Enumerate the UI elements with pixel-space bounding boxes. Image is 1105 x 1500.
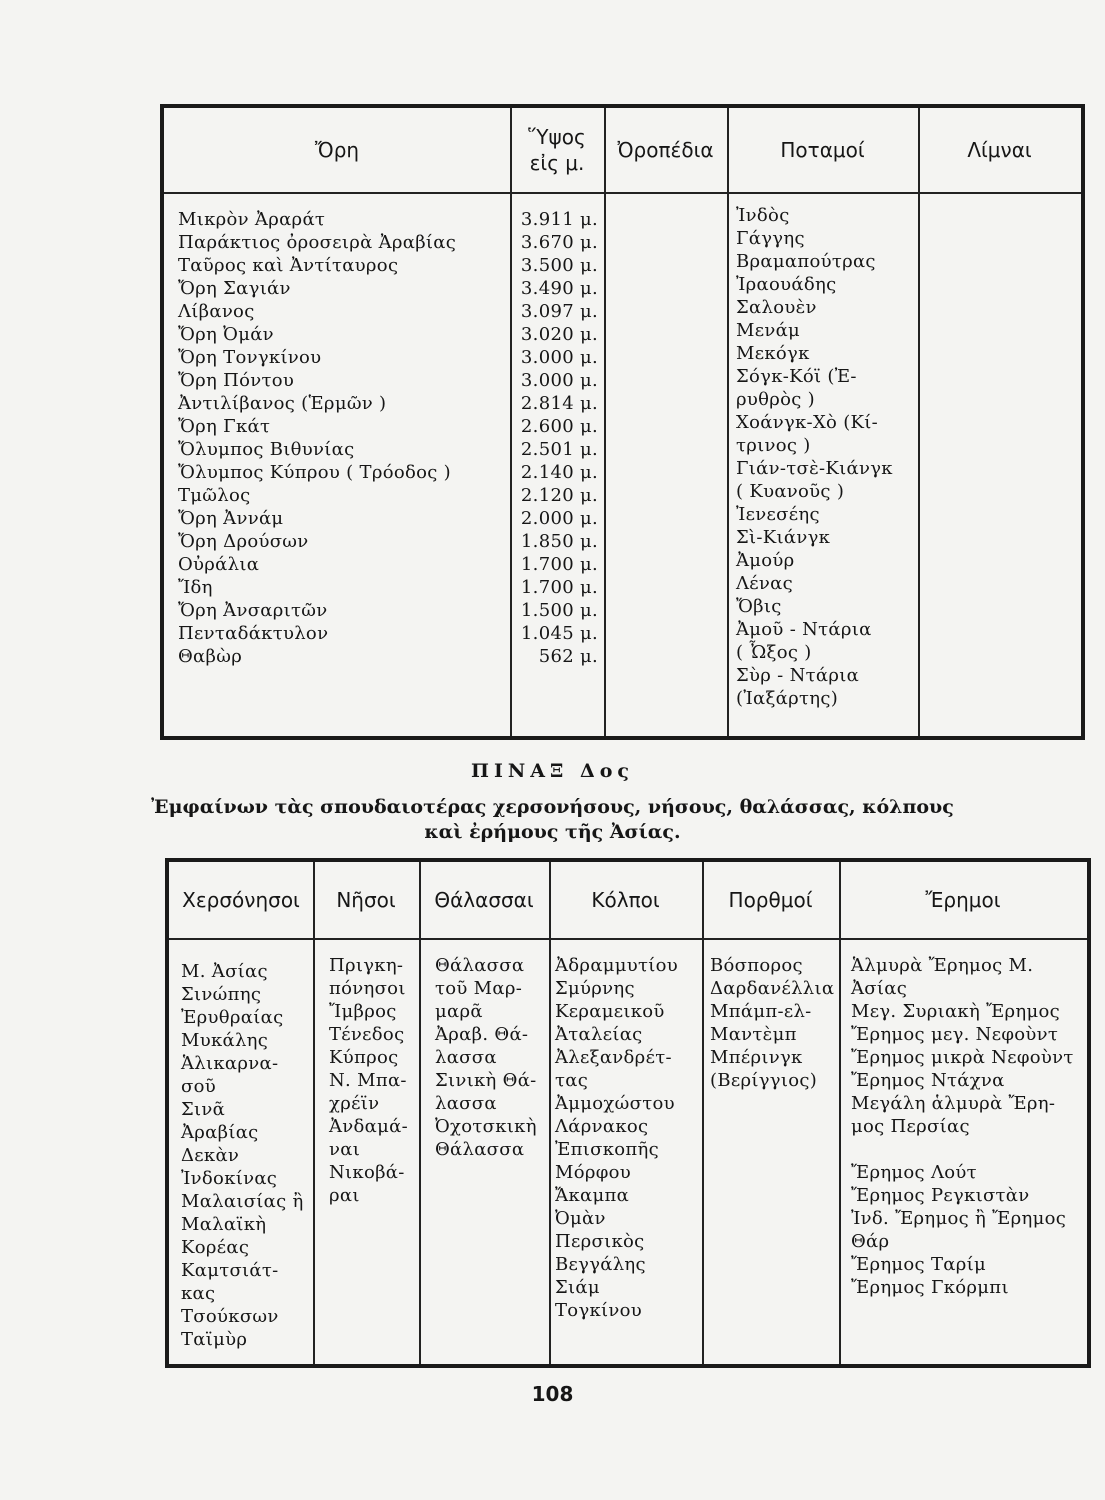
mountain-height: 1.700 μ. xyxy=(520,554,598,575)
river-name: Λένας xyxy=(736,573,794,594)
caption-line: Ἐμφαίνων τὰς σπουδαιοτέρας χερσονήσους, νήσους, θαλάσσας, κόλπους xyxy=(151,796,954,818)
river-name: Σὺρ - Ντάρια xyxy=(736,665,860,686)
mountain-height: 3.670 μ. xyxy=(520,232,598,253)
river-name: ( Ὦξος ) xyxy=(736,642,812,663)
mountain-height: 1.045 μ. xyxy=(520,623,598,644)
mountain-name: Παράκτιος ὀροσειρὰ Ἀραβίας xyxy=(178,232,457,253)
peninsulas-column xyxy=(181,960,309,1351)
mountain-name: Ὄρη Δρούσων xyxy=(178,531,309,552)
deserts-column xyxy=(851,954,1087,1299)
sea-name: μαρᾶ xyxy=(435,1001,483,1022)
mountain-name: Ὄρη Ἀνσαριτῶν xyxy=(178,600,328,621)
desert-name: Ἔρημος Ρεγκιστὰν xyxy=(851,1185,1030,1206)
strait-name: Βόσπορος xyxy=(710,955,803,976)
gulf-name: τας xyxy=(555,1070,589,1091)
mountain-name: Ὄρη Ἀννάμ xyxy=(178,508,284,529)
mountain-height: 2.600 μ. xyxy=(520,416,598,437)
gulf-name: Ἀδραμμυτίου xyxy=(555,955,679,976)
header-gulfs: Κόλποι xyxy=(591,888,660,912)
mountain-name: Θαβὼρ xyxy=(178,646,243,667)
peninsula-name: Κορέας xyxy=(181,1237,250,1258)
mountain-name: Ταῦρος καὶ Ἀντίταυρος xyxy=(178,255,399,276)
header-plateaus: Ὀροπέδια xyxy=(617,138,714,162)
river-name: Χοάνγκ-Χὸ (Κί- xyxy=(736,412,879,433)
river-name: Βραμαπούτρας xyxy=(736,251,876,272)
peninsulas-deserts-table xyxy=(165,858,1091,1368)
mountain-name: Ὄρη Γκάτ xyxy=(178,416,271,437)
mountain-name: Ὄλυμπος Κύπρου ( Τρόοδος ) xyxy=(178,462,451,483)
peninsula-name: Μαλαισίας ἢ xyxy=(181,1191,304,1212)
peninsula-name: Σινᾶ xyxy=(181,1099,226,1120)
island-name: Τένεδος xyxy=(329,1024,405,1045)
mountain-height: 3.097 μ. xyxy=(520,301,598,322)
mountain-name: Ὄλυμπος Βιθυνίας xyxy=(178,439,355,460)
island-name: ναι xyxy=(329,1139,361,1160)
mountain-name: Ὄρη Πόντου xyxy=(178,370,295,391)
header-straits: Πορθμοί xyxy=(728,888,813,912)
sea-name: λασσα xyxy=(435,1047,497,1068)
strait-name: Δαρδανέλλια xyxy=(710,978,835,999)
gulf-name: Ἐπισκοπῆς xyxy=(555,1139,660,1160)
river-name: τρινος ) xyxy=(736,435,811,456)
caption-line: καὶ ἐρήμους τῆς Ἀσίας. xyxy=(424,821,681,843)
mountain-name: Ἴδη xyxy=(178,577,213,598)
heights-column xyxy=(514,208,598,668)
mountain-height: 3.500 μ. xyxy=(520,255,598,276)
peninsula-name: Μυκάλης xyxy=(181,1030,269,1051)
river-name: Ἰνδὸς xyxy=(736,205,790,226)
sea-name: λασσα xyxy=(435,1093,497,1114)
river-name: Γιάν-τσὲ-Κιάνγκ xyxy=(736,458,893,479)
sea-name: Θάλασσα xyxy=(435,1139,525,1160)
island-name: ραι xyxy=(329,1185,360,1206)
island-name: Ἀνδαμά- xyxy=(329,1116,408,1137)
river-name: Ἀμούρ xyxy=(736,550,795,571)
desert-name: Ἔρημος Λούτ xyxy=(851,1162,977,1183)
header-divider xyxy=(164,192,1081,194)
mountain-height: 3.000 μ. xyxy=(520,370,598,391)
river-name: Σόγκ-Κόϊ (Ἐ- xyxy=(736,366,857,387)
peninsula-name: Καμτσιάτ- xyxy=(181,1260,279,1281)
mountain-height: 1.500 μ. xyxy=(520,600,598,621)
river-name: Σαλουὲν xyxy=(736,297,817,318)
peninsula-name: Ἀραβίας xyxy=(181,1122,259,1143)
column-divider xyxy=(727,108,729,736)
peninsula-name: Σινώπης xyxy=(181,984,262,1005)
desert-name: μος Περσίας xyxy=(851,1116,970,1137)
mountains-column xyxy=(178,208,503,668)
column-divider xyxy=(604,108,606,736)
gulf-name: Τογκίνου xyxy=(555,1300,643,1321)
desert-name: Μεγ. Συριακὴ Ἔρημος xyxy=(851,1001,1061,1022)
peninsula-name: Ἐρυθραίας xyxy=(181,1007,284,1028)
mountain-height: 2.000 μ. xyxy=(520,508,598,529)
desert-name: Ἔρημος Ντάχνα xyxy=(851,1070,1005,1091)
desert-name: Ἔρημος Γκόρμπι xyxy=(851,1277,1009,1298)
strait-name: Μπάμπ-ελ- xyxy=(710,1001,812,1022)
header-divider xyxy=(169,938,1087,940)
sea-name: τοῦ Μαρ- xyxy=(435,978,523,999)
peninsula-name: Ταϊμὺρ xyxy=(181,1329,248,1350)
mountain-height: 3.000 μ. xyxy=(520,347,598,368)
sea-name: Σινικὴ Θά- xyxy=(435,1070,537,1091)
island-name: Κύπρος xyxy=(329,1047,399,1068)
mountain-height: 3.490 μ. xyxy=(520,278,598,299)
river-name: ( Κυανοῦς ) xyxy=(736,481,845,502)
gulfs-column xyxy=(555,954,700,1322)
island-name: Πριγκη- xyxy=(329,955,404,976)
header-lakes: Λίμναι xyxy=(967,138,1032,162)
mountain-name: Τμῶλος xyxy=(178,485,251,506)
islands-column xyxy=(329,954,417,1207)
gulf-name: Ἀλεξανδρέτ- xyxy=(555,1047,672,1068)
header-islands: Νῆσοι xyxy=(336,888,396,912)
page-number: 108 xyxy=(531,1382,574,1406)
gulf-name: Λάρνακος xyxy=(555,1116,649,1137)
gulf-name: Ἀμμοχώστου xyxy=(555,1093,675,1114)
straits-column xyxy=(710,954,838,1092)
desert-name: Ἀσίας xyxy=(851,978,908,999)
gulf-name: Ἀταλείας xyxy=(555,1024,643,1045)
column-divider xyxy=(918,108,920,736)
island-name: Νικοβά- xyxy=(329,1162,405,1183)
sea-name: Θάλασσα xyxy=(435,955,525,976)
desert-name: Θάρ xyxy=(851,1231,890,1252)
desert-name xyxy=(851,1138,1087,1161)
gulf-name: Κεραμεικοῦ xyxy=(555,1001,665,1022)
desert-name: Μεγάλη ἁλμυρὰ Ἔρη- xyxy=(851,1093,1056,1114)
rivers-column xyxy=(736,204,916,710)
mountain-name: Ὄρη Σαγιάν xyxy=(178,278,291,299)
desert-name: Ἔρημος μεγ. Νεφοὺντ xyxy=(851,1024,1059,1045)
mountain-name: Λίβανος xyxy=(178,301,255,322)
mountain-height: 562 μ. xyxy=(538,646,598,667)
desert-name: Ἔρημος μικρὰ Νεφοὺντ xyxy=(851,1047,1074,1068)
desert-name: Ἁλμυρὰ Ἔρημος Μ. xyxy=(851,955,1034,976)
mountain-height: 2.120 μ. xyxy=(520,485,598,506)
header-seas: Θάλασσαι xyxy=(434,888,534,912)
header-deserts: Ἔρημοι xyxy=(925,888,1001,912)
peninsula-name: Μαλαϊκὴ xyxy=(181,1214,267,1235)
mountain-height: 1.700 μ. xyxy=(520,577,598,598)
river-name: ρυθρὸς ) xyxy=(736,389,816,410)
mountain-name: Μικρὸν Ἀραράτ xyxy=(178,209,326,230)
gulf-name: Βεγγάλης xyxy=(555,1254,646,1275)
river-name: Μεκόγκ xyxy=(736,343,810,364)
header-height: Ὕψος εἰς μ. xyxy=(528,125,586,175)
peninsula-name: σοῦ xyxy=(181,1076,216,1097)
island-name: Ν. Μπα- xyxy=(329,1070,407,1091)
sea-name: Ἀραβ. Θά- xyxy=(435,1024,529,1045)
desert-name: Ἰνδ. Ἔρημος ἢ Ἔρημος xyxy=(851,1208,1067,1229)
river-name: Μενάμ xyxy=(736,320,801,341)
gulf-name: Περσικὸς xyxy=(555,1231,645,1252)
peninsula-name: Μ. Ἀσίας xyxy=(181,961,268,982)
island-name: πόνησοι xyxy=(329,978,406,999)
sea-name: Ὀχοτσκικὴ xyxy=(435,1116,537,1137)
mountain-height: 2.501 μ. xyxy=(520,439,598,460)
island-name: Ἴμβρος xyxy=(329,1001,397,1022)
strait-name: (Βερίγγιος) xyxy=(710,1070,818,1091)
gulf-name: Σμύρνης xyxy=(555,978,635,999)
mountain-name: Ἀντιλίβανος (Ἑρμῶν ) xyxy=(178,393,387,414)
table-caption-description xyxy=(0,795,1105,845)
mountain-height: 3.911 μ. xyxy=(520,209,598,230)
mountain-height: 1.850 μ. xyxy=(520,531,598,552)
column-divider xyxy=(510,108,512,736)
mountain-name: Ὄρη Τονγκίνου xyxy=(178,347,322,368)
table-caption-title: ΠΙΝΑΞ Δος xyxy=(471,760,634,782)
gulf-name: Ἄκαμπα xyxy=(555,1185,630,1206)
gulf-name: Σιάμ xyxy=(555,1277,600,1298)
island-name: χρέϊν xyxy=(329,1093,380,1114)
mountain-name: Οὐράλια xyxy=(178,554,260,575)
mountain-height: 2.140 μ. xyxy=(520,462,598,483)
river-name: Ἀμοῦ - Ντάρια xyxy=(736,619,872,640)
strait-name: Μπέρινγκ xyxy=(710,1047,803,1068)
mountain-height: 3.020 μ. xyxy=(520,324,598,345)
peninsula-name: Δεκὰν xyxy=(181,1145,240,1166)
peninsula-name: Ἰνδοκίνας xyxy=(181,1168,278,1189)
peninsula-name: Ἁλικαρνα- xyxy=(181,1053,279,1074)
mountain-name: Ὄρη Ὀμάν xyxy=(178,324,274,345)
header-rivers: Ποταμοί xyxy=(780,138,865,162)
river-name: Ὄβις xyxy=(736,596,782,617)
seas-column xyxy=(435,954,547,1161)
river-name: Σὶ-Κιάνγκ xyxy=(736,527,831,548)
gulf-name: Ὀμὰν xyxy=(555,1208,606,1229)
strait-name: Μαντὲμπ xyxy=(710,1024,797,1045)
peninsula-name: Τσούκσων xyxy=(181,1306,279,1327)
river-name: Ἰραουάδης xyxy=(736,274,837,295)
mountain-height: 2.814 μ. xyxy=(520,393,598,414)
river-name: Γάγγης xyxy=(736,228,805,249)
river-name: Ἰενεσέης xyxy=(736,504,820,525)
header-peninsulas: Χερσόνησοι xyxy=(182,888,300,912)
river-name: (Ἰαξάρτης) xyxy=(736,688,839,709)
mountain-name: Πενταδάκτυλον xyxy=(178,623,329,644)
desert-name: Ἔρημος Ταρίμ xyxy=(851,1254,986,1275)
mountains-rivers-table xyxy=(160,104,1085,740)
header-mountains: Ὄρη xyxy=(314,138,360,162)
gulf-name: Μόρφου xyxy=(555,1162,632,1183)
peninsula-name: κας xyxy=(181,1283,216,1304)
